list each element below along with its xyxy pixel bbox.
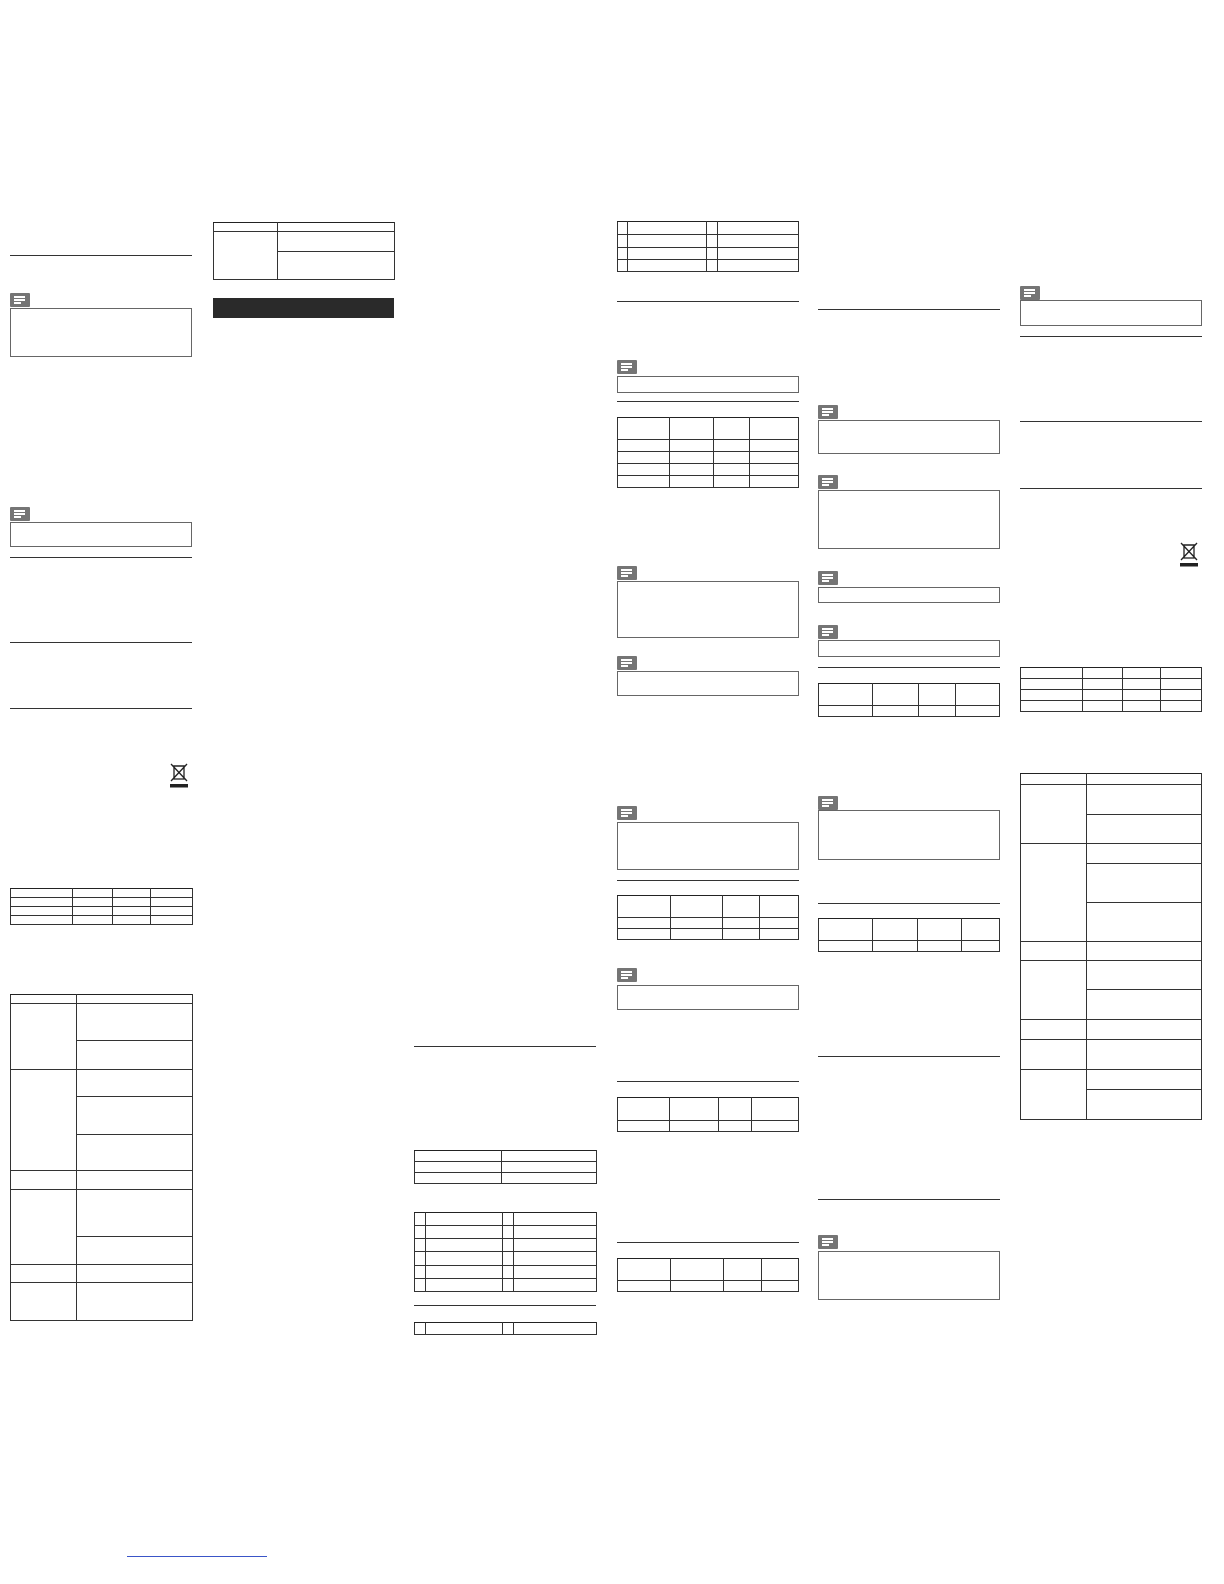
column-5 <box>818 0 1000 1584</box>
troubleshooting-table <box>1020 773 1202 1120</box>
note-box <box>818 490 1000 549</box>
data-table <box>10 888 193 925</box>
note-icon <box>617 968 637 982</box>
note-box <box>617 376 799 393</box>
section-rule <box>1020 336 1202 337</box>
section-rule <box>414 1305 596 1306</box>
section-banner <box>213 298 394 318</box>
section-rule <box>617 880 799 881</box>
section-rule <box>1020 421 1202 422</box>
note-box <box>617 671 799 696</box>
note-icon <box>818 475 838 489</box>
data-table <box>617 221 799 272</box>
data-table <box>617 895 799 940</box>
note-icon <box>10 507 30 521</box>
note-box <box>818 640 1000 657</box>
section-rule <box>818 309 1000 310</box>
note-box <box>10 522 192 547</box>
section-rule <box>818 1199 1000 1200</box>
section-rule <box>617 1081 799 1082</box>
footer-link[interactable] <box>127 1556 267 1557</box>
note-icon <box>617 566 637 580</box>
note-icon <box>818 405 838 419</box>
column-3 <box>414 0 596 1584</box>
data-table <box>213 222 395 280</box>
note-icon <box>818 796 838 810</box>
section-rule <box>617 401 799 402</box>
note-icon <box>617 656 637 670</box>
section-rule <box>617 301 799 302</box>
section-rule <box>818 667 1000 668</box>
column-1 <box>10 0 192 1584</box>
section-rule <box>818 1056 1000 1057</box>
note-icon <box>10 293 30 307</box>
note-box <box>818 587 1000 603</box>
data-table <box>414 1150 597 1184</box>
section-rule <box>10 708 192 709</box>
note-box <box>818 1251 1000 1300</box>
data-table <box>818 683 1000 717</box>
section-rule <box>414 1046 596 1047</box>
note-box <box>10 308 192 357</box>
weee-crossed-bin-icon <box>1178 541 1200 567</box>
data-table <box>818 918 1000 952</box>
note-icon <box>818 1235 838 1249</box>
note-icon <box>1020 286 1040 300</box>
note-box <box>617 581 799 638</box>
section-rule <box>10 557 192 558</box>
section-rule <box>10 255 192 256</box>
data-table <box>617 1258 799 1292</box>
note-icon <box>617 360 637 374</box>
note-box <box>818 810 1000 860</box>
note-box <box>1020 300 1202 326</box>
data-table <box>414 1322 597 1335</box>
data-table <box>617 1097 799 1132</box>
column-6 <box>1020 0 1202 1584</box>
column-4 <box>617 0 799 1584</box>
data-table <box>1020 667 1202 712</box>
note-box <box>617 822 799 870</box>
section-rule <box>617 1242 799 1243</box>
note-box <box>617 985 799 1010</box>
weee-crossed-bin-icon <box>168 762 190 788</box>
note-icon <box>818 625 838 639</box>
section-rule <box>1020 488 1202 489</box>
column-2 <box>213 0 395 1584</box>
section-rule <box>10 642 192 643</box>
data-table <box>414 1212 597 1292</box>
data-table <box>617 417 799 488</box>
note-icon <box>617 806 637 820</box>
troubleshooting-table <box>10 994 193 1321</box>
note-icon <box>818 571 838 585</box>
section-rule <box>818 903 1000 904</box>
note-box <box>818 420 1000 454</box>
